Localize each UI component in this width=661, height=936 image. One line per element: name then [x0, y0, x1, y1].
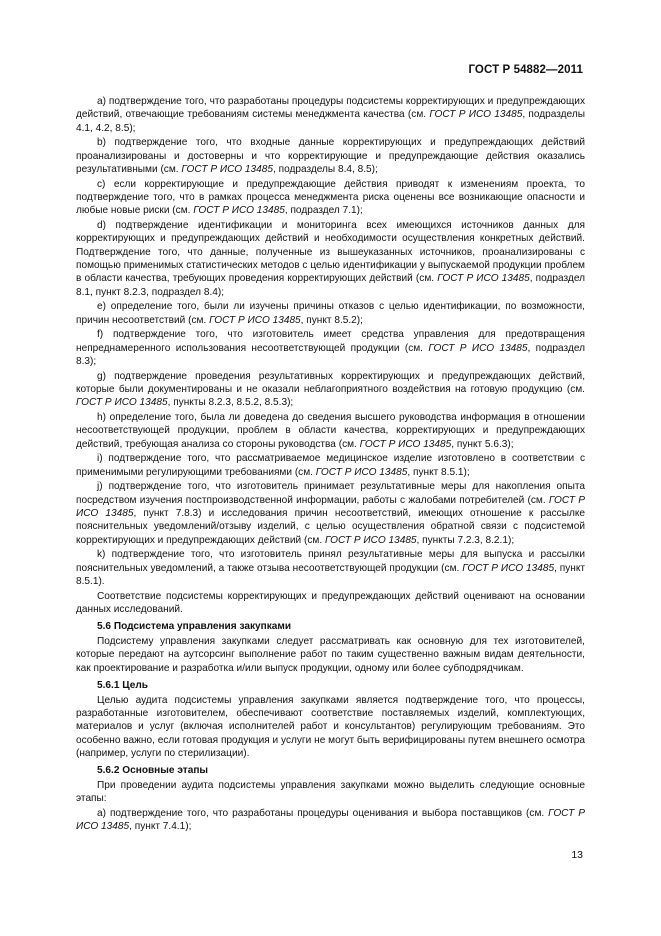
list-item-c: c) если корректирующие и предупреждающие действия приводят к изменениям проекта, то подтверждение того, что в рамках процесса менеджмента риска оценены все возникающие опасности и любые новые риски (см. ГОСТ Р ИСО 13485, подраздел 7.1);: [76, 178, 585, 217]
list-item-f: f) подтверждение того, что изготовитель имеет средства управления для предотвращения непреднамеренного использования несоответствующей продукции (см. ГОСТ Р ИСО 13485, подраздел 8.3);: [76, 329, 585, 368]
page-number: 13: [571, 849, 583, 861]
list-item-e: e) определение того, были ли изучены причины отказов с целью идентификации, по возможности, причин несоответствий (см. ГОСТ Р ИСО 13485, пункт 8.5.2);: [76, 301, 585, 326]
list-item-i: i) подтверждение того, что рассматриваемое медицинское изделие изготовлено в соответствии с применимыми регулирующими требованиями (см. ГОСТ Р ИСО 13485, пункт 8.5.1);: [76, 453, 585, 478]
section-heading-5-6: 5.6 Подсистема управления закупками: [97, 621, 292, 633]
section-heading-5-6-1: 5.6.1 Цель: [97, 680, 148, 691]
list-item-k: k) подтверждение того, что изготовитель принял результативные меры для выпуска и рассылки пояснительных уведомлений, а также отзыва несоответствующей продукции (см. ГОСТ Р ИСО 13485, пункт 8.5.1).: [76, 549, 585, 587]
document-code-header: ГОСТ Р 54882—2011: [468, 64, 583, 76]
list-item-b: b) подтверждение того, что входные данные корректирующих и предупреждающих действий проанализированы и достоверны и что корректирующие и предупреждающие действия оказались результативными (см. ГОСТ Р ИСО 13485, подразделы 8.4, 8.5);: [76, 137, 585, 176]
list-item-a: а) подтверждение того, что разработаны процедуры подсистемы корректирующих и предупреждающих действий, отвечающие требованиям системы менеджмента качества (см. ГОСТ Р ИСО 13485, подразделы 4.1, 4.2, 8.5);: [76, 96, 585, 134]
section-heading-5-6-2: 5.6.2 Основные этапы: [97, 765, 209, 777]
conclusion-paragraph: Соответствие подсистемы корректирующих и предупреждающих действий оценивают на основании данных исследований.: [76, 590, 585, 615]
document-body: [76, 95, 585, 834]
list-item-5-6-2-a: а) подтверждение того, что разработаны процедуры оценивания и выбора поставщиков (см. ГОСТ Р ИСО 13485, пункт 7.4.1);: [76, 807, 585, 833]
list-item-d: d) подтверждение идентификации и мониторинга всех имеющихся источников данных для корректирующих и предупреждающих действий и необходимости осуществления конкретных действий. Подтверждение того, что данные, полученные из вышеуказанных источников, проанализированы с помощью применимых статистических методов с целью идентификации у выпускаемой продукции проблем в области качества, требующих проведения корректирующих действий (см. ГОСТ Р ИСО 13485, подраздел 8.1, пункт 8.2.3, подраздел 8.4);: [76, 219, 585, 298]
section-paragraph-5-6: Подсистему управления закупками следует рассматривать как основную для тех изготовителей, которые передают на аутсорсинг выполнение работ по таким существенно важным видам деятельности, как проектирование и разработка и/или выпуск продукции, одному или более субподрядчикам.: [76, 635, 585, 674]
list-item-h: h) определение того, была ли доведена до сведения высшего руководства информация в отношении несоответствующей продукции, проблем в области качества, корректирующих и предупреждающих действий, требующая анализа со стороны руководства (см. ГОСТ Р ИСО 13485, пункт 5.6.3);: [76, 411, 585, 450]
section-paragraph-5-6-2: При проведении аудита подсистемы управления закупками можно выделить следующие основные этапы:: [76, 780, 585, 805]
list-item-j: j) подтверждение того, что изготовитель принимает результативные меры для накопления опыта посредством изучения постпроизводственной информации, работы с жалобами потребителей (см. ГОСТ Р ИСО 13485, пункт 7.8.3) и исследования причин несоответствий, имеющих отношение к рассылке пояснительных уведомлений/отзыву изделий, с целью осуществления обратной связи с подсистемой корректирующих и предупреждающих действий (см. ГОСТ Р ИСО 13485, пункты 7.2.3, 8.2.1);: [76, 481, 585, 546]
list-item-g: g) подтверждение проведения результативных корректирующих и предупреждающих действий, которые были документированы и не оказали неблагоприятного воздействия на готовую продукцию (см. ГОСТ Р ИСО 13485, пункты 8.2.3, 8.5.2, 8.5.3);: [76, 370, 585, 409]
section-paragraph-5-6-1: Целью аудита подсистемы управления закупками является подтверждение того, что процессы, разработанные изготовителем, обеспечивают соответствие поставляемых изделий, комплектующих, материалов и услуг (включая исполнителей работ и консультантов) регулирующим требованиям. Это особенно важно, если готовая продукция и услуги не могут быть верифицированы путем внешнего осмотра (например, услуги по стерилизации).: [76, 694, 585, 760]
